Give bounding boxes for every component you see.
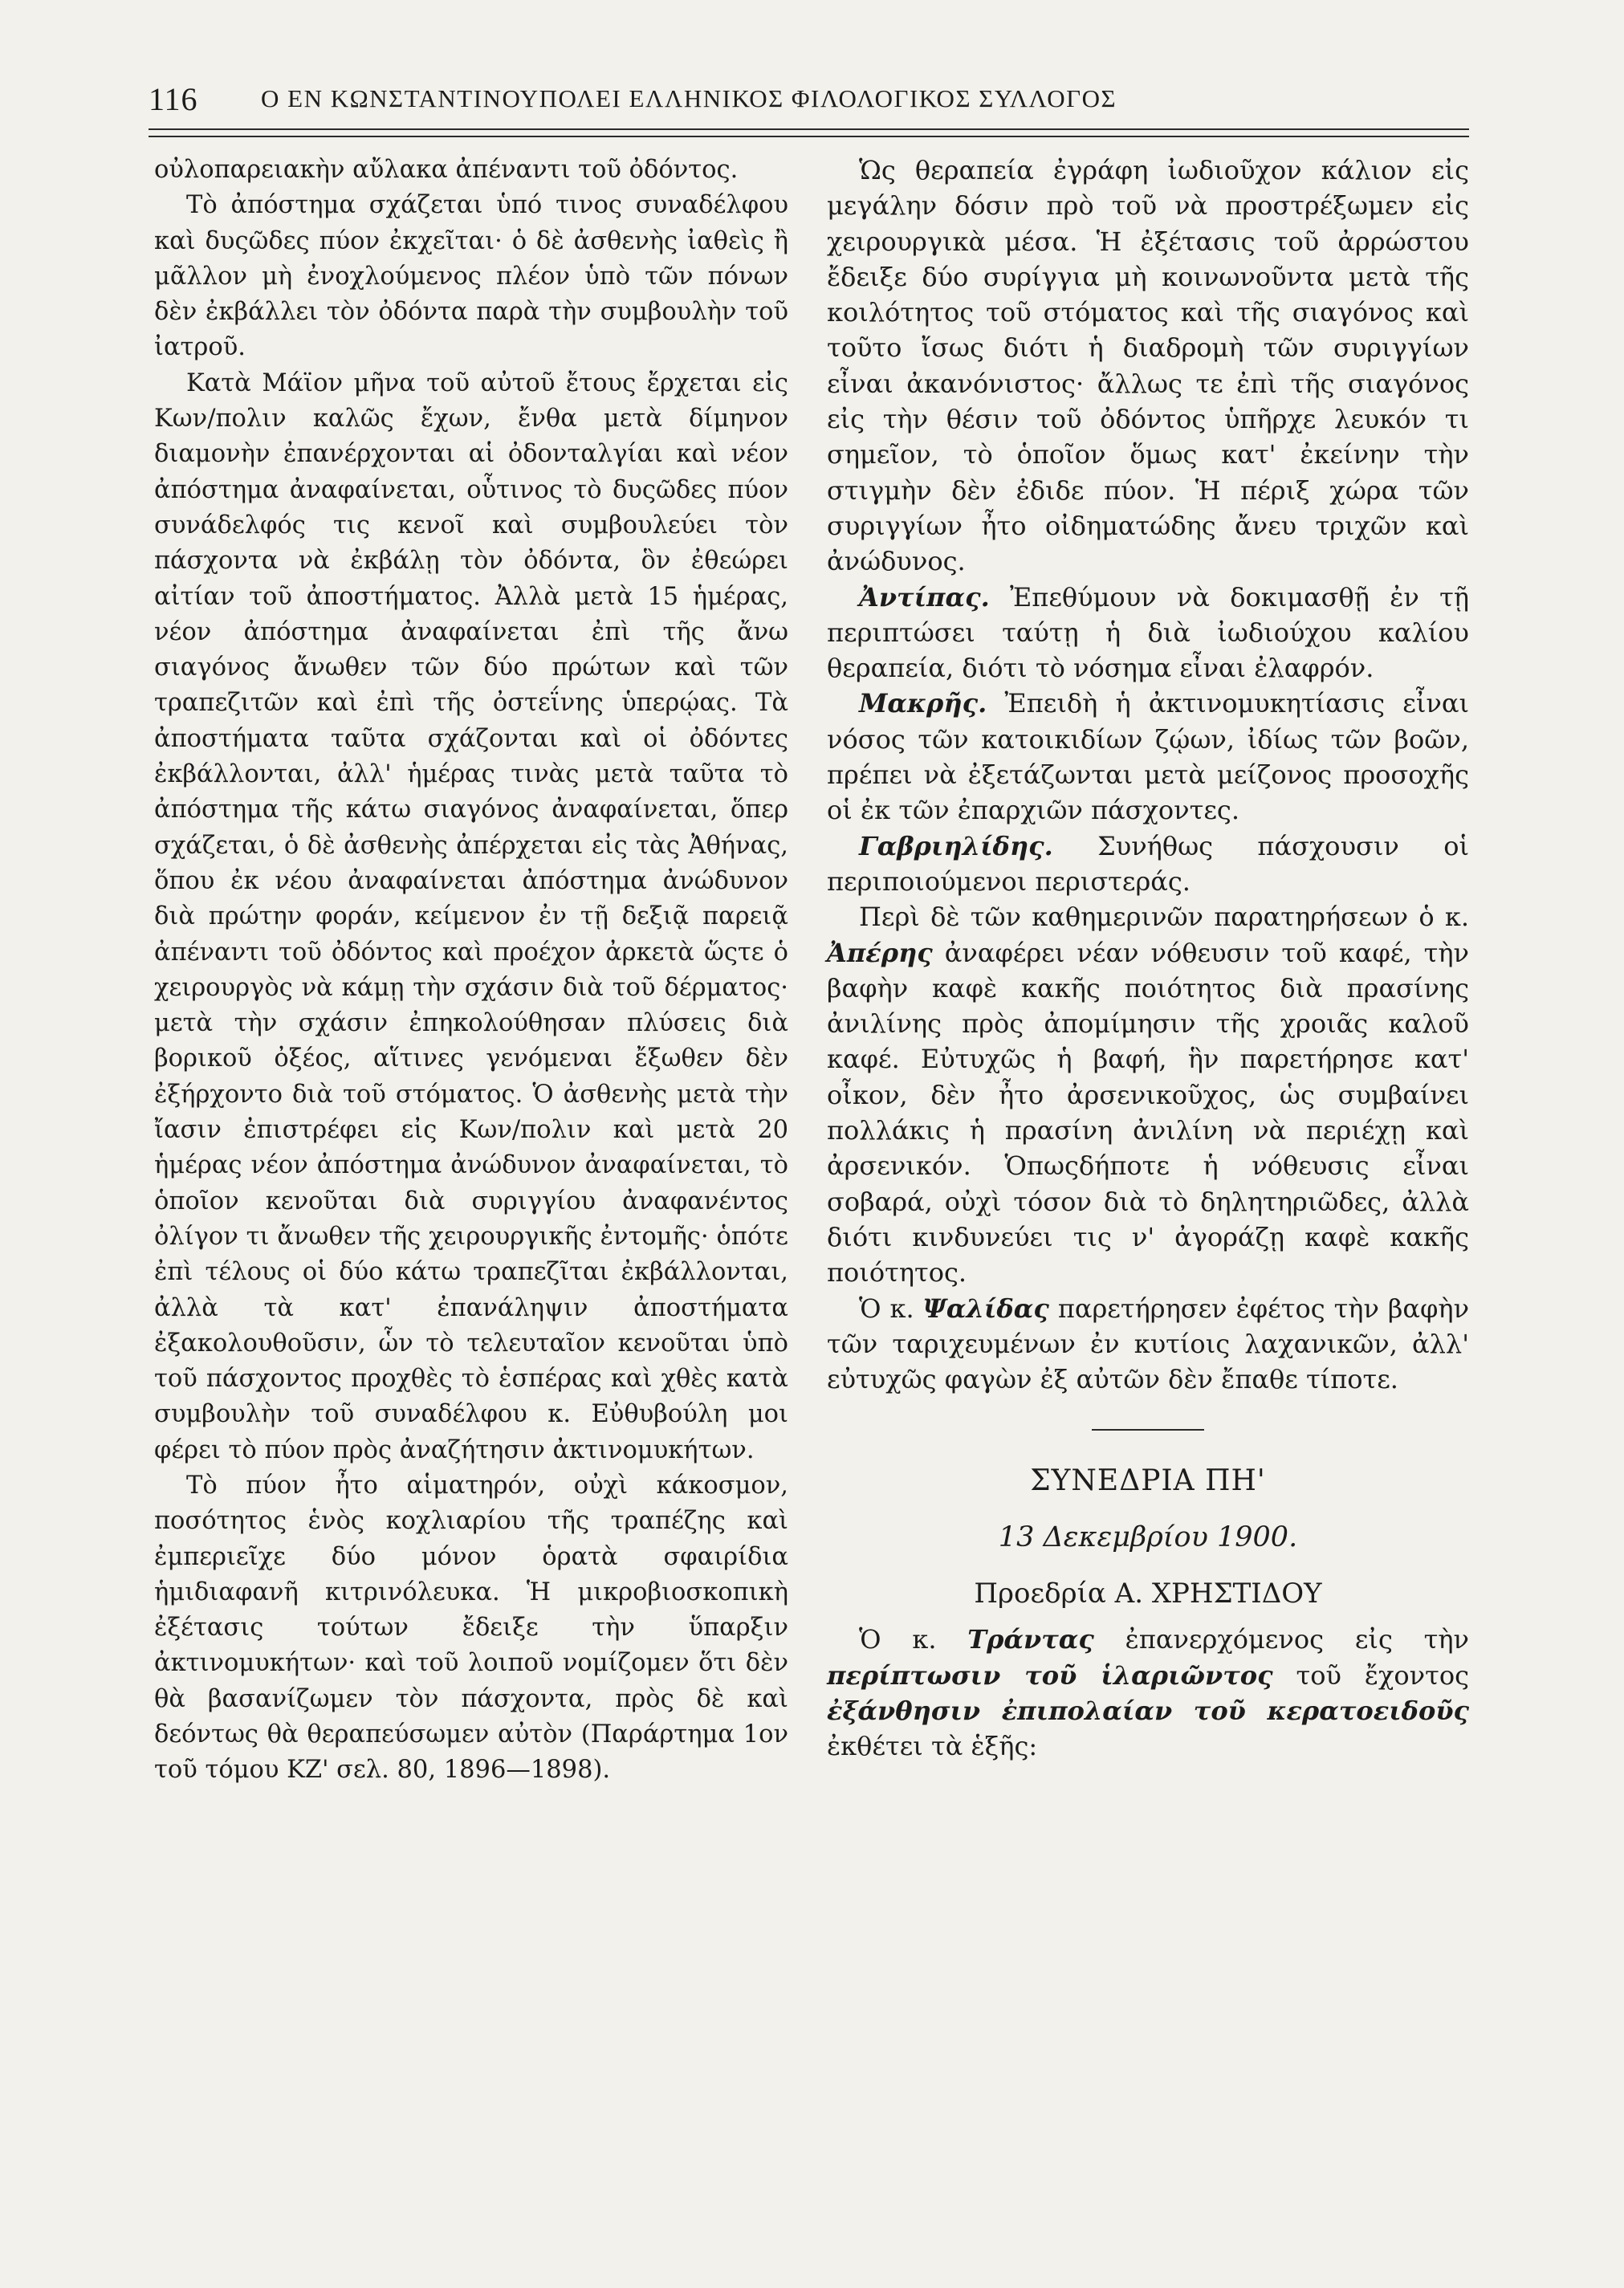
speaker-text: Ἐπεθύμουν νὰ δοκιμασθῇ ἐν τῇ περιπτώσει ταύτῃ ἡ διὰ ἰωδιούχου καλίου θεραπεία, διότι τὸ νόσημα εἶναι ἐλαφρόν. [827,581,1470,684]
speaker-name: Ἀπέρης [827,937,933,968]
case-condition: ἐξάνθησιν ἐπιπολαίαν τοῦ κερατοειδοῦς [827,1695,1469,1726]
running-head: Ο ΕΝ ΚΩΝΣΤΑΝΤΙΝΟΥΠΟΛΕΙ ΕΛΛΗΝΙΚΟΣ ΦΙΛΟΛΟΓΙΚΟΣ ΣΥΛΛΟΓΟΣ [261,84,1117,112]
header-rule [149,128,1469,137]
paragraph: Τὸ ἀπόστημα σχάζεται ὑπό τινος συναδέλφου καὶ δυςῶδες πύον ἐκχεῖται· ὁ δὲ ἀσθενὴς ἰαθεὶς ἢ μᾶλλον μὴ ἐνοχλούμενος πλέον ὑπὸ τῶν πόνων δὲν ἐκβάλλει τὸν ὀδόντα παρὰ τὴν συμβουλὴν τοῦ ἰατροῦ. [154,191,788,362]
paragraph-text: ἐκθέτει τὰ ἑξῆς: [827,1731,1038,1762]
paragraph-lead: Ὁ κ. [859,1624,937,1655]
session-chair: Προεδρία Α. ΧΡΗΣΤΙΔΟΥ [974,1578,1322,1610]
paragraph: οὐλοπαρειακὴν αὔλακα ἀπέναντι τοῦ ὀδόντος. [154,156,739,184]
session-date: 13 Δεκεμβρίου 1900. [998,1521,1298,1554]
speaker-name: Τράντας [967,1624,1094,1655]
speaker-text: Ἐπειδὴ ἡ ἀκτινομυκητίασις εἶναι νόσος τῶν κατοικιδίων ζῴων, ἰδίως τῶν βοῶν, πρέπει νὰ ἐξετάζωνται μετὰ μείζονος προσοχῆς οἱ ἐκ τῶν ἐπαρχιῶν πάσχοντες. [827,688,1470,826]
speaker-text: παρετήρησεν ἐφέτος τὴν βαφὴν τῶν ταριχευμένων ἐν κυτίοις λαχανικῶν, ἀλλ' εὐτυχῶς φαγὼν ἐξ αὐτῶν δὲν ἔπαθε τίποτε. [827,1293,1470,1395]
speaker-text: ἀναφέρει νέαν νόθευσιν τοῦ καφέ, τὴν βαφὴν καφὲ κακῆς ποιότητος διὰ πρασίνης ἀνιλίνης πρὸς ἀπομίμησιν τῆς χροιᾶς καλοῦ καφέ. Εὐτυχῶς ἡ βαφή, ἣν παρετήρησε κατ' οἶκον, δὲν ἦτο ἀρσενικοῦχος, ὡς συμβαίνει πολλάκις ἡ πρασίνη ἀνιλίνη νὰ περιέχῃ καὶ ἀρσενικόν. Ὁπωςδήποτε ἡ νόθευσις εἶναι σοβαρά, οὐχὶ τόσον διὰ τὸ δηλητηριῶδες, ἀλλὰ διότι κινδυνεύει τις ν' ἀγοράζῃ καφὲ κακῆς ποιότητος. [827,937,1470,1289]
paragraph-text: τοῦ ἔχοντος [1296,1659,1470,1691]
right-column [827,153,1469,1765]
speaker-name: Γαβριηλίδης. [859,830,1053,861]
paragraph: Ὡς θεραπεία ἐγράφη ἰωδιοῦχον κάλιον εἰς μεγάλην δόσιν πρὸ τοῦ νὰ προστρέξωμεν εἰς χειρουργικὰ μέσα. Ἡ ἐξέτασις τοῦ ἀρρώστου ἔδειξε δύο συρίγγια μὴ κοινωνοῦντα μετὰ τῆς κοιλότητος τοῦ στόματος καὶ τῆς σιαγόνος καὶ τοῦτο ἴσως διότι ἡ διαδρομὴ τῶν συριγγίων εἶναι ἀκανόνιστος· ἄλλως τε ἐπὶ τῆς σιαγόνος εἰς τὴν θέσιν τοῦ ὀδόντος ὑπῆρχε λευκόν τι σημεῖον, τὸ ὁποῖον ὅμως κατ' ἐκείνην τὴν στιγμὴν δὲν ἐδιδε πύον. Ἡ πέριξ χώρα τῶν συριγγίων ἦτο οἰδηματώδης ἄνευ τριχῶν καὶ ἀνώδυνος. [827,155,1469,577]
paragraph-text: ἐπανερχόμενος εἰς τὴν [1125,1624,1469,1655]
left-column [154,153,788,1789]
speaker-name: Ἀντίπας. [859,581,990,613]
session-title: ΣΥΝΕΔΡΙΑ ΠΗ' [1030,1464,1266,1498]
paragraph-lead: Ὁ κ. [859,1293,914,1324]
paragraph [827,686,1469,828]
speaker-name: Μακρῆς. [859,688,987,719]
paragraph: Κατὰ Μάϊον μῆνα τοῦ αὐτοῦ ἔτους ἔρχεται εἰς Κων/πολιν καλῶς ἔχων, ἔνθα μετὰ δίμηνον διαμονὴν ἐπανέρχονται αἱ ὀδονταλγίαι καὶ νέον ἀπόστημα ἀναφαίνεται, οὗτινος τὸ δυςῶδες πύον συνάδελφός τις κενοῖ καὶ συμβουλεύει τὸν πάσχοντα νὰ ἐκβάλῃ τὸν ὀδόντα, ὃν ἐθεώρει αἰτίαν τοῦ ἀποστήματος. Ἀλλὰ μετὰ 15 ἡμέρας, νέον ἀπόστημα ἀναφαίνεται ἐπὶ τῆς ἄνω σιαγόνος ἄνωθεν τῶν δύο πρώτων καὶ τῶν τραπεζιτῶν καὶ ἐπὶ τῆς ὀστεΐνης ὑπερῴας. Τὰ ἀποστήματα ταῦτα σχάζονται καὶ οἱ ὀδόντες ἐκβάλλονται, ἀλλ' ἡμέρας τινὰς μετὰ ταῦτα τὸ ἀπόστημα τῆς κάτω σιαγόνος ἀναφαίνεται, ὅπερ σχάζεται, ὁ δὲ ἀσθενὴς ἀπέρχεται εἰς τὰς Ἀθήνας, ὅπου ἐκ νέου ἀναφαίνεται ἀπόστημα ἀνώδυνον διὰ πρώτην φοράν, κείμενον ἐν τῇ δεξιᾷ παρειᾷ ἀπέναντι τοῦ ὀδόντος καὶ προέχον ἀρκετὰ ὥςτε ὁ χειρουργὸς νὰ κάμῃ τὴν σχάσιν διὰ τοῦ δέρματος· μετὰ τὴν σχάσιν ἐπηκολούθησαν πλύσεις διὰ βορικοῦ ὀξέος, αἵτινες γενόμεναι ἔξωθεν δὲν ἐξήρχοντο διὰ τοῦ στόματος. Ὁ ἀσθενὴς μετὰ τὴν ἴασιν ἐπιστρέφει εἰς Κων/πολιν καὶ μετὰ 20 ἡμέρας νέον ἀπόστημα ἀνώδυνον ἀναφαίνεται, τὸ ὁποῖον κενοῦται διὰ συριγγίου ἀναφανέντος ὀλίγον τι ἄνωθεν τῆς χειρουργικῆς ἐντομῆς· ὁπότε ἐπὶ τέλους οἱ δύο κάτω τραπεζῖται ἐκβάλλονται, ἀλλὰ τὰ κατ' ἐπανάληψιν ἀποστήματα ἐξακολουθοῦσιν, ὧν τὸ τελευταῖον κενοῦται ὑπὸ τοῦ πάσχοντος προχθὲς τὸ ἑσπέρας καὶ χθὲς κατὰ συμβουλὴν τοῦ συναδέλφου κ. Εὐθυβούλη μοι φέρει τὸ πύον πρὸς ἀναζήτησιν ἀκτινομυκήτων. [154,368,788,1464]
paragraph [827,1622,1469,1764]
speaker-text: Συνήθως πάσχουσιν οἱ περιποιούμενοι περιστεράς. [827,830,1469,897]
section-divider [1092,1429,1204,1431]
page-number: 116 [149,80,198,117]
paragraph [827,899,1469,1290]
speaker-name: Ψαλίδας [922,1293,1049,1324]
paragraph: Τὸ πύον ἦτο αἱματηρόν, οὐχὶ κάκοσμον, ποσότητος ἑνὸς κοχλιαρίου τῆς τραπέζης καὶ ἐμπεριεῖχε δύο μόνον ὁρατὰ σφαιρίδια ἡμιδιαφανῆ κιτρινόλευκα. Ἡ μικροβιοσκοπικὴ ἐξέτασις τούτων ἔδειξε τὴν ὕπαρξιν ἀκτινομυκήτων· καὶ τοῦ λοιποῦ νομίζομεν ὅτι δὲν θὰ βασανίζωμεν τὸν πάσχοντα, πρὸς δὲ καὶ δεόντως θὰ θεραπεύσωμεν αὐτὸν (Παράρτημα 1ον τοῦ τόμου ΚΖ' σελ. 80, 1896—1898). [154,1471,788,1785]
paragraph-lead: Περὶ δὲ τῶν καθημερινῶν παρατηρήσεων ὁ κ. [859,902,1469,933]
page-header [149,71,1469,127]
paragraph [827,828,1469,900]
paragraph [827,1291,1469,1398]
paragraph [827,580,1469,686]
case-title: περίπτωσιν τοῦ ἱλαριῶντος [827,1659,1273,1691]
